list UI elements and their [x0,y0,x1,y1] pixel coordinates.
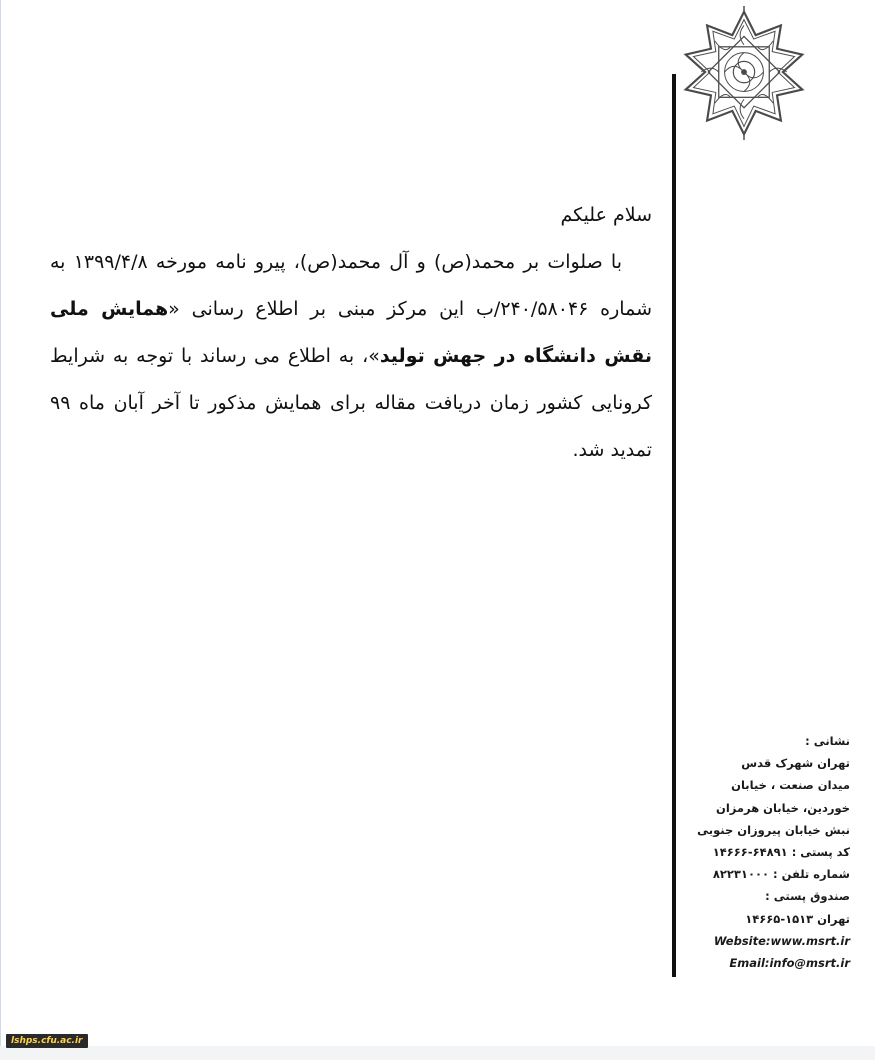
site-watermark: lshps.cfu.ac.ir [6,1034,88,1048]
address-block [690,730,850,974]
phone-number: شماره تلفن : ۸۲۲۳۱۰۰۰ [712,867,850,882]
page-edge [0,0,1,1060]
website-link[interactable]: Website:www.msrt.ir [713,933,850,948]
address-line: تهران شهرک قدس [741,756,850,771]
islamic-star-ornament-icon [675,6,813,142]
body-after-title: »، به اطلاع می رساند با توجه به شرایط کرونایی کشور زمان دریافت مقاله برای همایش مذکور تا آخر آبان ماه ۹۹ تمدید شد. [50,345,652,461]
page-bottom-strip [0,1046,875,1060]
conference-title: همایش ملی نقش دانشگاه در جهش تولید [50,298,653,367]
address-line: میدان صنعت ، خیابان [731,778,850,793]
vertical-rule [672,74,676,977]
address-line: نبش خیابان پیروزان جنوبی [697,822,850,837]
po-box-label: صندوق پستی : [765,889,850,904]
letter-body [50,192,652,474]
address-label: نشانی : [805,734,850,748]
postal-code: کد پستی : ۶۴۸۹۱-۱۴۶۶۶ [712,845,850,860]
email-link[interactable]: Email:info@msrt.ir [729,956,850,971]
letter-paragraph [50,239,652,474]
po-box: تهران ۱۵۱۳-۱۴۶۶۵ [745,911,850,926]
body-before-title: با صلوات بر محمد(ص) و آل محمد(ص)، پیرو نامه مورخه ۱۳۹۹/۴/۸ به شماره ۲۴۰/۵۸۰۴۶/ب این مرکز مبنی بر اطلاع رسانی « [50,251,652,320]
greeting: سلام علیکم [560,204,652,226]
address-line: خوردین، خیابان هرمزان [716,800,850,815]
